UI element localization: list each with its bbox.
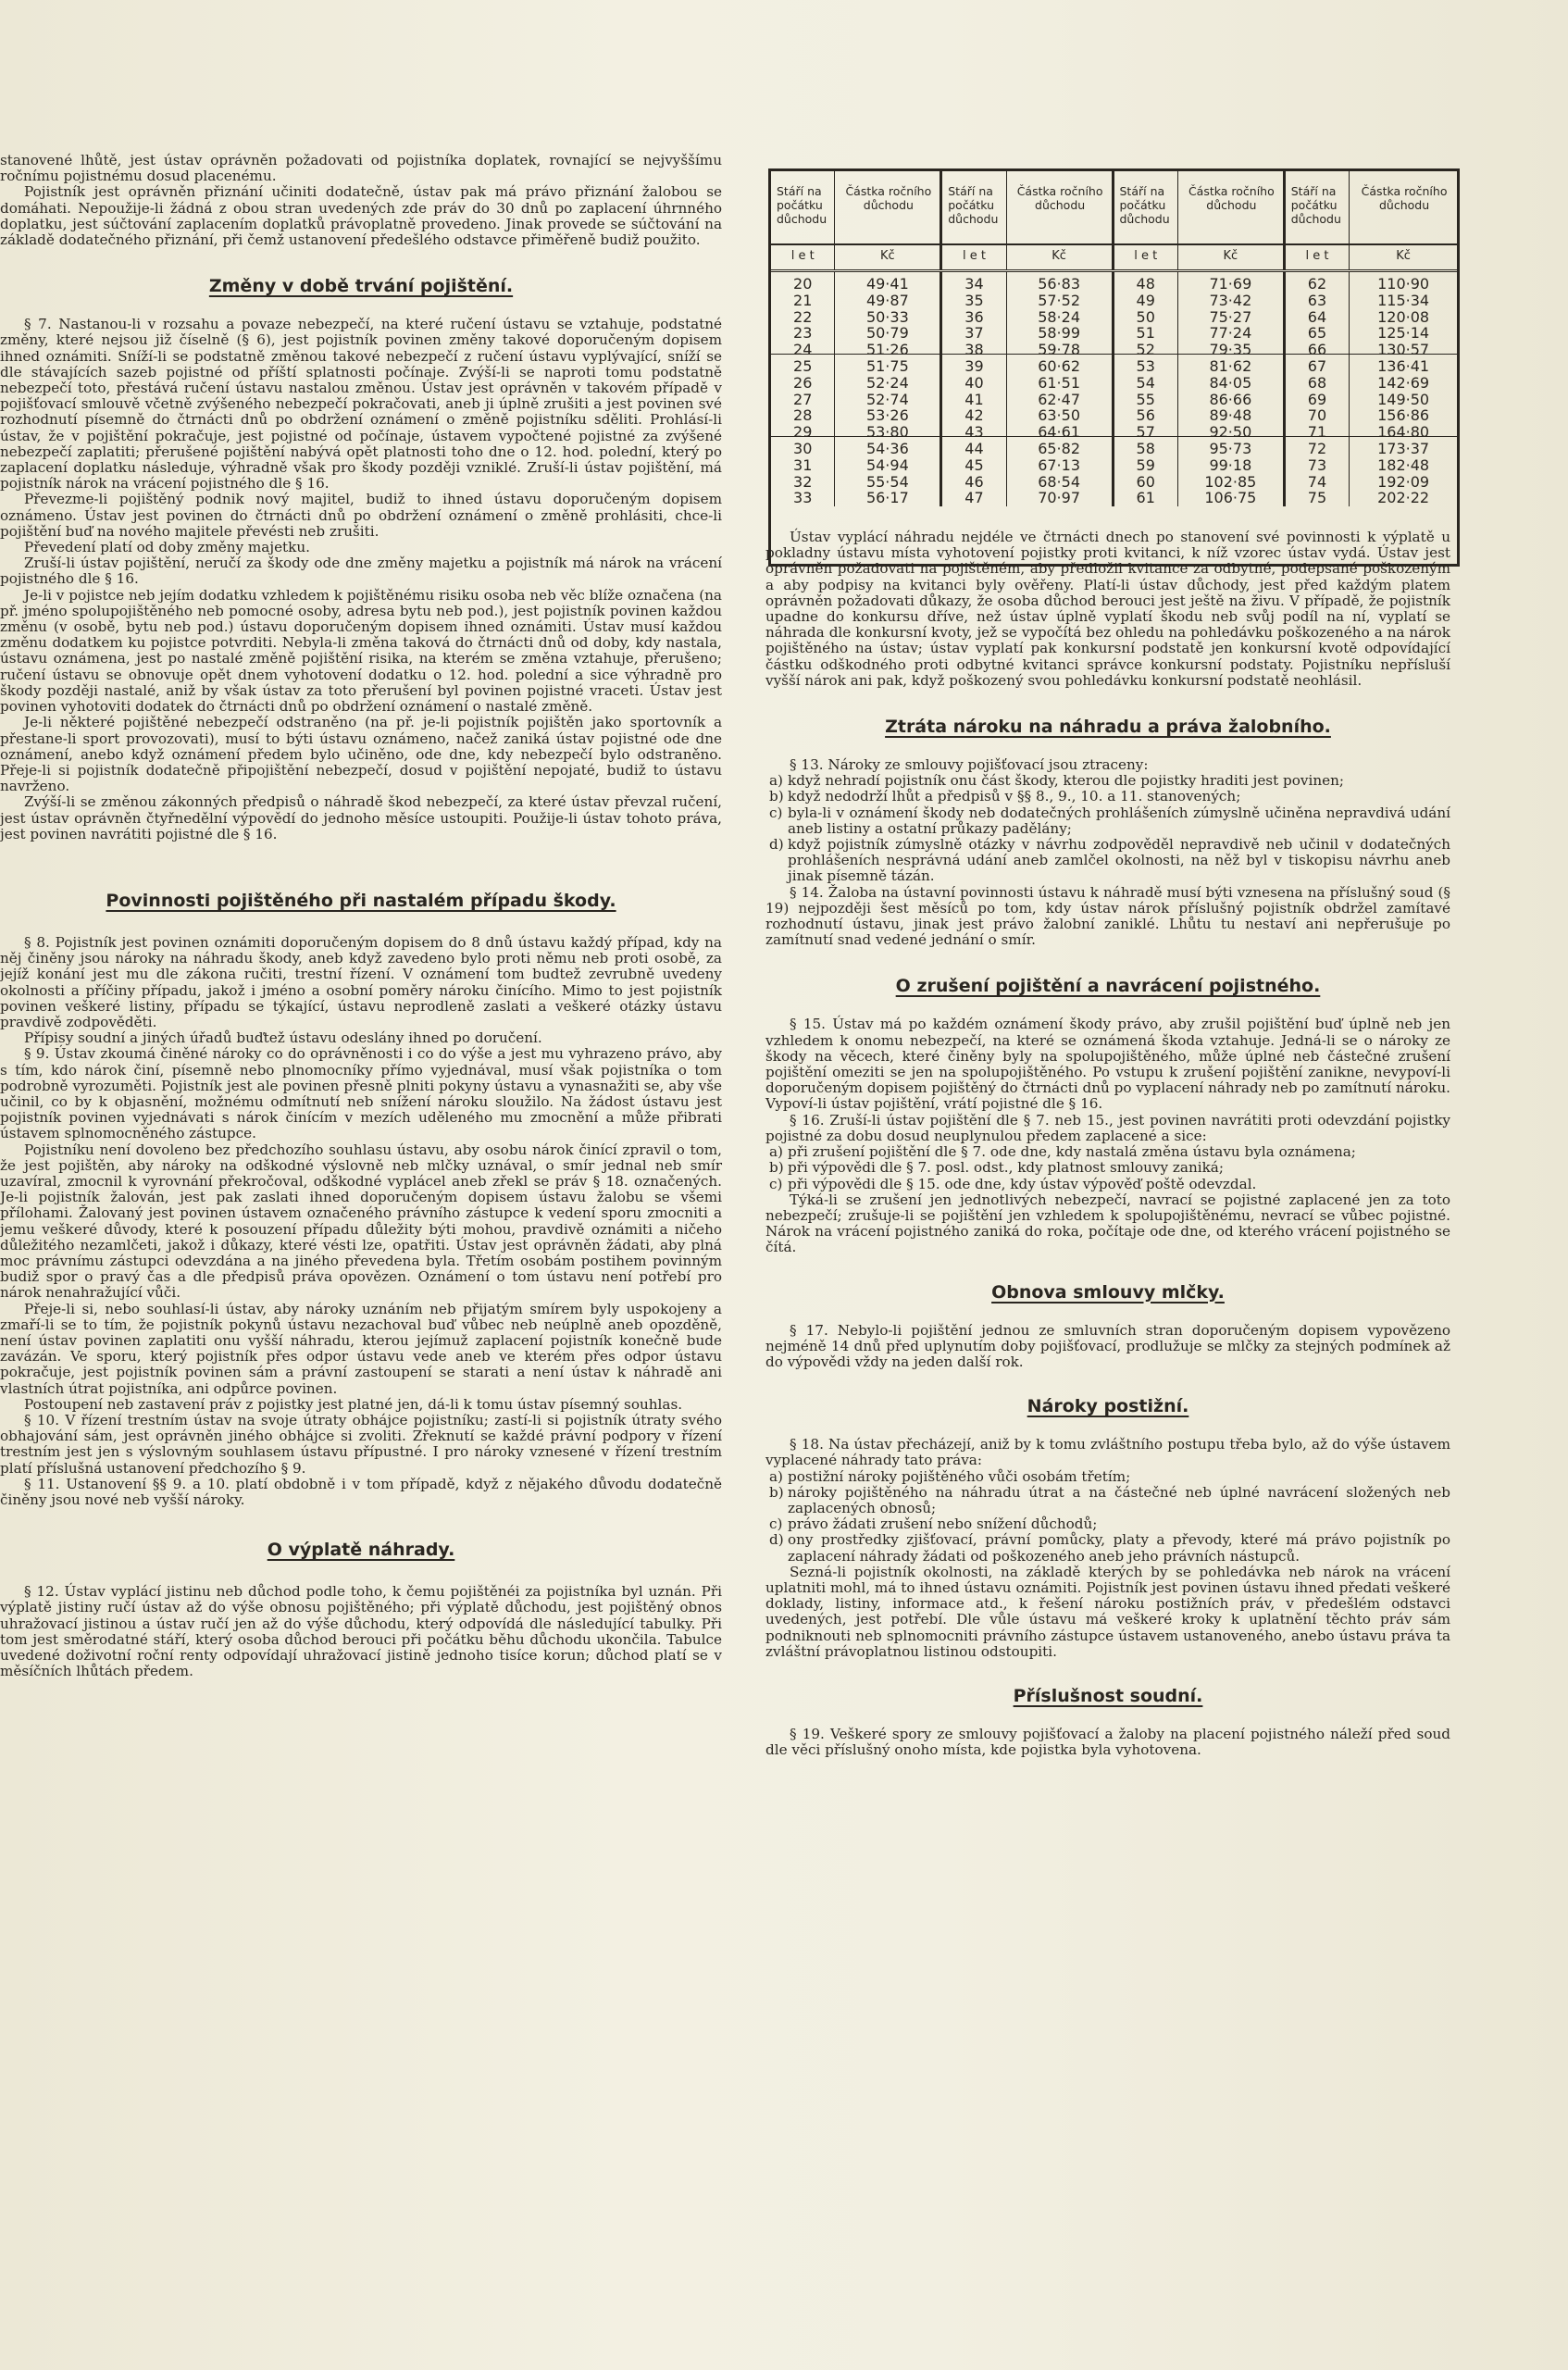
item-label: a) bbox=[769, 1143, 783, 1161]
item-text: právo žádati zrušení nebo snížení důchodů; bbox=[788, 1516, 1098, 1533]
age-cell: 62 bbox=[1307, 275, 1327, 293]
amount-cell: 89·48 bbox=[1209, 406, 1252, 425]
amount-column bbox=[1350, 272, 1457, 506]
age-cell: 23 bbox=[793, 324, 813, 343]
age-cell: 42 bbox=[964, 406, 984, 425]
age-cell: 38 bbox=[964, 341, 984, 359]
age-column bbox=[1114, 272, 1178, 506]
paragraph: § 19. Veškeré spory ze smlouvy pojišťovací a žaloby na placení pojistného náleží před soud dle věci příslušný onoho místa, kde pojistka byla vyhotovena. bbox=[765, 1725, 1450, 1759]
age-cell: 54 bbox=[1136, 373, 1155, 392]
table-rule bbox=[771, 436, 1457, 437]
unit-amount: Kč bbox=[835, 245, 942, 269]
age-cell: 46 bbox=[964, 472, 984, 491]
age-cell: 20 bbox=[793, 275, 813, 293]
age-cell: 24 bbox=[793, 341, 813, 359]
amount-cell: 50·33 bbox=[865, 307, 909, 326]
amount-cell: 192·09 bbox=[1377, 472, 1430, 491]
unit-age: l e t bbox=[942, 245, 1006, 269]
heading-text: Ztráta nároku na náhradu a práva žalobního. bbox=[885, 717, 1331, 738]
amount-cell: 49·41 bbox=[865, 275, 909, 293]
paragraph: Zruší-li ústav pojištění, neručí za škody ode dne změny majetku a pojistník má nárok na vrácení pojistného dle § 16. bbox=[0, 555, 722, 588]
amount-cell: 59·78 bbox=[1038, 341, 1080, 359]
amount-cell: 67·13 bbox=[1038, 455, 1080, 474]
amount-cell: 53·26 bbox=[865, 406, 909, 425]
table-body bbox=[771, 272, 1457, 506]
amount-cell: 110·90 bbox=[1377, 275, 1430, 293]
paragraph: § 7. Nastanou-li v rozsahu a povaze nebezpečí, na které ručení ústavu se vztahuje, podstatné změny, které nejsou již číselně (§ 6), jest pojistník povinen změny takové doporučeným dopisem ihned oznámiti. Sníží-li se podstatně změnou takové nebezpečí z ručení ústavu vyplývající, sníží se dle stávajících sazeb pojistné od příští splatnosti počínaje. Zvýší-li se naproti tomu podstatně nebezpečí toto, přestává ručení ústavu nastalou změnou. Ústav jest oprávněn v takovém případě v pojišťovací smlouvě včetně zvýšeného nebezpečí pokračovati, aneb ji úplně zrušiti a jest povinen své rozhodnutí písemně do čtrnácti dnů po obdržení oznámení o změně pojistníku sděliti. Prohlásí-li ústav, že v pojištění pokračuje, jest pojistné od počínaje, ústavem vypočtené pojistné za zvýšené nebezpečí zaplatiti; přerušené pojištění nabývá opět platnosti toho dne o 12. hod. polední, který po zaplacení doplatku následuje, výhradně však pro škody později vzniklé. Zruší-li ústav pojištění, má pojistník nárok na vrácení pojistného dle § 16. bbox=[0, 316, 722, 493]
paragraph: § 18. Na ústav přecházejí, aniž by k tomu zvláštního postupu třeba bylo, až do výše ústavem vyplacené náhrady tato práva: bbox=[765, 1436, 1450, 1469]
item-text: byla-li v oznámení škody neb dodatečných prohlášeních zúmyslně učiněna nepravdivá udání aneb listiny a ostatní průkazy padělány; bbox=[788, 804, 1450, 837]
paragraph: stanovené lhůtě, jest ústav oprávněn požadovati od pojistníka doplatek, rovnající se nejvyššímu ročnímu pojistnému dosud placenému. bbox=[0, 152, 722, 185]
paragraph: § 8. Pojistník jest povinen oznámiti doporučeným dopisem do 8 dnů ústavu každý případ, kdy na něj činěny jsou nároky na náhradu škody, aneb když zavedeno bylo proti němu neb proti osobě, za jejíž konání jest mu dle zákona ručiti, trestní řízení. V oznámení tom budtež zevrubně uvedeny okolnosti a příčiny případu, jakož i jméno a osobní poměry nároku činícího. Mimo to jest pojistník povinen veškeré listiny, případu se týkající, ústavu neprodleně zaslati a veškeré otázky ústavu pravdivě zodpověděti. bbox=[0, 933, 722, 1030]
amount-cell: 54·36 bbox=[865, 439, 909, 457]
amount-column bbox=[1178, 272, 1286, 506]
item-text: ony prostředky zjišťovací, právní pomůcky, platy a převody, které má právo pojistník po zaplacení náhrady žádati od poškozeného aneb jeho právních nástupců. bbox=[788, 1531, 1450, 1565]
amount-cell: 65·82 bbox=[1038, 439, 1080, 457]
list-item bbox=[765, 789, 1450, 805]
unit-amount: Kč bbox=[1396, 249, 1411, 263]
amount-cell: 62·47 bbox=[1038, 390, 1080, 408]
unit-age: l e t bbox=[1114, 245, 1178, 269]
amount-cell: 64·61 bbox=[1038, 423, 1080, 442]
paragraph: Ústav vyplácí náhradu nejdéle ve čtrnácti dnech po stanovení své povinnosti k výplatě u pokladny ústavu místa vyhotovení pojistky proti kvitanci, k níž vzorec ústav vydá. Ústav jest oprávněn požadovati na pojištěném, aby předložil kvitance za odbytné, podepsané poškozeným a aby podpisy na kvitanci byly ověřeny. Platí-li ústav důchody, jest před každým platem oprávněn požadovati důkazy, že osoba důchod berouci jest ještě na živu. V případě, že pojistník upadne do konkursu dříve, než ústav úplně vyplatí škodu neb svůj podíl na ní, vyplatí se náhrada dle konkursní kvoty, jež se vypočítá bez ohledu na pohledávku poškozeného a na nárok pojištěného na ústav; ústav vyplatí pak konkursní podstatě jen konkursní kvotě odpovídající částku odškodného proti odbytné kvitanci správce konkursní podstaty. Pojistníku nepřísluší vyšší nárok ani pak, když poškozený svou pohledávku konkursní podstatě neohlásil. bbox=[765, 529, 1450, 689]
age-cell: 47 bbox=[964, 489, 984, 507]
age-cell: 61 bbox=[1136, 489, 1155, 507]
amount-cell: 51·26 bbox=[865, 341, 909, 359]
amount-cell: 60·62 bbox=[1038, 356, 1080, 375]
amount-cell: 71·69 bbox=[1209, 275, 1252, 293]
amount-cell: 52·24 bbox=[865, 373, 909, 392]
header-age: Stáří na počátku důchodu bbox=[1286, 171, 1350, 243]
age-cell: 21 bbox=[793, 291, 813, 309]
age-cell: 37 bbox=[964, 324, 984, 343]
list-item bbox=[765, 1516, 1450, 1532]
paragraph: Pojistník jest oprávněn přiznání učiniti dodatečně, ústav pak má právo přiznání žalobou se domáhati. Nepoužije-li žádná z obou stran uvedených zde práv do 30 dnů po zaplacení úhrnného doplatku, jest súčtování zaplacením doplatků právoplatně provedeno. Jinak provede se súčtování na základě dodatečného přiznání, při čemž ustanovení předešlého odstavce přiměřeně budiž použito. bbox=[0, 183, 722, 249]
amount-cell: 56·83 bbox=[1038, 275, 1080, 293]
amount-cell: 68·54 bbox=[1038, 472, 1080, 491]
heading-text: Povinnosti pojištěného při nastalém případu škody. bbox=[106, 890, 616, 911]
age-cell: 30 bbox=[793, 439, 813, 457]
amount-cell: 79·35 bbox=[1209, 341, 1252, 359]
unit-age: l e t bbox=[1286, 245, 1350, 269]
age-cell: 32 bbox=[793, 472, 813, 491]
paragraph: Týká-li se zrušení jen jednotlivých nebezpečí, navrací se pojistné zaplacené jen za toto nebezpečí; zrušuje-li se pojištění jen vzhledem k spolupojištěnému, nevrací se vůbec pojistné. Nárok na vrácení pojistného zaniká do roka, počítaje ode dne, od kterého vrácení pojistného se čítá. bbox=[765, 1191, 1450, 1256]
amount-cell: 58·24 bbox=[1038, 307, 1080, 326]
age-cell: 74 bbox=[1307, 472, 1327, 491]
amount-cell: 156·86 bbox=[1377, 406, 1430, 425]
age-cell: 68 bbox=[1307, 373, 1327, 392]
amount-cell: 52·74 bbox=[865, 390, 909, 408]
age-cell: 58 bbox=[1136, 439, 1155, 457]
list-item bbox=[765, 1160, 1450, 1176]
age-cell: 50 bbox=[1136, 307, 1155, 326]
amount-cell: 92·50 bbox=[1209, 423, 1252, 442]
list-item bbox=[765, 837, 1450, 885]
item-label: d) bbox=[769, 1531, 784, 1549]
amount-cell: 106·75 bbox=[1204, 489, 1257, 507]
unit-amount: Kč bbox=[1178, 245, 1286, 269]
paragraph: Pojistníku není dovoleno bez předchozího souhlasu ústavu, aby osobu nárok činící zpravil o tom, že jest pojištěn, aby nároky na odškodné výslovně neb mlčky uznával, o smír jednal neb smír uzavíral, zmocnil k vyrovnání překročoval, odškodné vyplácel aneb zřekl se práv § 18. označených. Je-li pojistník žalován, jest pak zaslati ihned doporučeným dopisem ústavu žalobu se všemi přílohami. Žalovaný jest povinen ústavem označeného právního zástupce k vedení sporu zmocniti a jemu veškeré důvody, které k posouzení případu důležity býti mohou, pravdivě oznámiti a ničeho důležitého nezamlčeti, jakož i důkazy, které vésti lze, opatřiti. Ústav jest oprávněn žádati, aby plná moc právnímu zástupci odevzdána a na jiného převedena byla. Třetím osobám postihem povinným budiž spor o pravý čas a dle předpisů práva opovězen. Oznámení o tom ústavu není potřebí pro nárok nenahražující vůči. bbox=[0, 1141, 722, 1302]
amount-cell: 182·48 bbox=[1377, 455, 1430, 474]
amount-cell: 102·85 bbox=[1204, 472, 1257, 491]
age-cell: 66 bbox=[1307, 341, 1327, 359]
age-column bbox=[771, 272, 835, 506]
amount-cell: 173·37 bbox=[1377, 439, 1430, 457]
amount-cell: 50·79 bbox=[865, 324, 909, 343]
amount-cell: 81·62 bbox=[1209, 356, 1252, 375]
age-cell: 73 bbox=[1307, 455, 1327, 474]
paragraph: § 12. Ústav vyplácí jistinu neb důchod podle toho, k čemu pojištěnéi za pojistníka byl uznán. Při výplatě jistiny ručí ústav až do výše obnosu pojištěného; při výplatě důchodu, jest pojištěný obnos uhražovací jistinou a ústav ručí jen až do výše důchodu, který odpovídá dle následující tabulky. Při tom jest směrodatné stáří, který osoba důchod berouci při počátku běhu důchodu ukončila. Tabulce uvedené doživotní roční renty odpovídají uhražovací jistině jednoho tisíce korun; důchod platí se v měsíčních lhůtách předem. bbox=[0, 1583, 722, 1680]
amount-cell: 49·87 bbox=[865, 291, 909, 309]
age-cell: 28 bbox=[793, 406, 813, 425]
section-heading-renew bbox=[765, 1282, 1450, 1303]
list-item bbox=[765, 1144, 1450, 1160]
item-text: nároky pojištěného na náhradu útrat a na částečné neb úplné navrácení složených neb zaplacených obnosů; bbox=[788, 1483, 1450, 1516]
item-label: a) bbox=[769, 772, 783, 790]
paragraph: Převedení platí od doby změny majetku. bbox=[24, 539, 310, 556]
right-column bbox=[765, 530, 1450, 1758]
item-label: b) bbox=[769, 788, 784, 805]
age-cell: 67 bbox=[1307, 356, 1327, 375]
item-label: b) bbox=[769, 1483, 784, 1501]
age-cell: 29 bbox=[793, 423, 813, 442]
left-column bbox=[0, 153, 722, 1679]
age-column bbox=[942, 272, 1006, 506]
list-item bbox=[765, 1485, 1450, 1516]
paragraph: Je-li některé pojištěné nebezpečí odstraněno (na př. je-li pojistník pojištěn jako sportovník a přestane-li sport provozovati), musí to býti ústavu oznámeno, načež zaniká ústav pojistné ode dne oznámení, anebo když oznámení předem bylo učiněno, ode dne, kdy nebezpečí bylo odstraněno. Přeje-li si pojistník dodatečně připojištění nebezpečí, dosud v pojištění nepojaté, budiž to ústavu navrženo. bbox=[0, 714, 722, 795]
age-cell: 57 bbox=[1136, 423, 1155, 442]
item-text: při výpovědi dle § 7. posl. odst., kdy platnost smlouvy zaniká; bbox=[788, 1159, 1224, 1177]
header-amount: Částka ročního důchodu bbox=[1178, 171, 1286, 243]
paragraph: § 14. Žaloba na ústavní povinnosti ústavu k náhradě musí býti vznesena na příslušný soud (§ 19) nejpozději šest měsíců po tom, kdy ústav nárok příslušný pojistník obdržel zamítavé rozhodnutí ústavu, jinak jest právo žalobní zaniklé. Lhůtu tu nestaví ani nepřerušuje po zamítnutí snad vedené jednání o smír. bbox=[765, 883, 1450, 949]
amount-cell: 202·22 bbox=[1377, 489, 1430, 507]
age-cell: 53 bbox=[1136, 356, 1155, 375]
item-text: při výpovědi dle § 15. ode dne, kdy ústav výpověď poště odevzdal. bbox=[788, 1175, 1257, 1192]
amount-cell: 86·66 bbox=[1209, 390, 1252, 408]
heading-text: Změny v době trvání pojištění. bbox=[208, 276, 514, 297]
heading-text: O výplatě náhrady. bbox=[267, 1540, 455, 1561]
amount-column bbox=[835, 272, 942, 506]
amount-cell: 149·50 bbox=[1377, 390, 1430, 408]
header-amount: Částka ročního důchodu bbox=[1007, 171, 1114, 243]
paragraph: § 17. Nebylo-li pojištění jednou ze smluvních stran doporučeným dopisem vypovězeno nejméně 14 dnů před uplynutím doby pojišťovací, prodlužuje se mlčky za stejných podmínek až do výpovědi vždy na jeden další rok. bbox=[765, 1321, 1450, 1370]
age-cell: 64 bbox=[1307, 307, 1327, 326]
item-text: při zrušení pojištění dle § 7. ode dne, kdy nastalá změna ústavu byla oznámena; bbox=[788, 1143, 1356, 1161]
amount-cell: 125·14 bbox=[1377, 324, 1430, 343]
age-cell: 44 bbox=[964, 439, 984, 457]
list-item bbox=[765, 1177, 1450, 1192]
table-rule bbox=[771, 354, 1457, 355]
amount-column bbox=[1007, 272, 1114, 506]
header-amount: Částka ročního důchodu bbox=[835, 171, 942, 243]
table-header-row bbox=[771, 171, 1457, 245]
heading-text: Obnova smlouvy mlčky. bbox=[991, 1281, 1225, 1303]
amount-cell: 55·54 bbox=[865, 472, 909, 491]
heading-text: O zrušení pojištění a navrácení pojistného. bbox=[895, 976, 1321, 997]
amount-cell: 56·17 bbox=[865, 489, 909, 507]
paragraph: § 16. Zruší-li ústav pojištění dle § 7. neb 15., jest povinen navrátiti proti odevzdání pojistky pojistné za dobu dosud neuplynulou předem zaplacené a sice: bbox=[765, 1111, 1450, 1144]
section-heading-loss bbox=[765, 717, 1450, 737]
amount-cell: 58·99 bbox=[1038, 324, 1080, 343]
paragraph: Zvýší-li se změnou zákonných předpisů o náhradě škod nebezpečí, za které ústav převzal ručení, jest ústav oprávněn čtyřnedělní výpovědí do jednoho měsíce ustoupiti. Použije-li ústav tohoto práva, jest povinen navrátiti pojistné dle § 16. bbox=[0, 793, 722, 842]
item-text: když pojistník zúmyslně otázky v návrhu zodpověděl nepravdivě neb učinil v dodatečných prohlášeních nesprávná udání aneb zamlčel okolnosti, na něž byl v tiskopisu návrhu aneb jinak písemně tázán. bbox=[788, 836, 1450, 885]
age-cell: 36 bbox=[964, 307, 984, 326]
age-cell: 71 bbox=[1307, 423, 1327, 442]
annuity-table bbox=[768, 168, 1460, 567]
unit-amount: Kč bbox=[1007, 245, 1114, 269]
paragraph: § 13. Nároky ze smlouvy pojišťovací jsou ztraceny: bbox=[790, 756, 1149, 774]
age-cell: 25 bbox=[793, 356, 813, 375]
paragraph: § 10. V řízení trestním ústav na svoje útraty obhájce pojistníku; zastí-li si pojistník útraty svého obhajování sám, jest oprávněn jiného obhájce si zvoliti. Zřeknutí se každé právní podpory v řízení trestním jest jen s výslovným souhlasem ústavu přípustné. I pro nároky vznesené v řízení trestním platí příslušná ustanovení předchozího § 9. bbox=[0, 1412, 722, 1477]
age-cell: 59 bbox=[1136, 455, 1155, 474]
age-cell: 26 bbox=[793, 373, 813, 392]
section-heading-duties bbox=[0, 891, 722, 911]
paragraph: § 15. Ústav má po každém oznámení škody právo, aby zrušil pojištění buď úplně neb jen vzhledem k onomu nebezpečí, na které se oznámená škoda vztahuje. Jedná-li se o nároky ze škody na věcech, které činěny byly na spolupojištěného, může úplné neb částečné zrušení pojištění omeziti se jen na spolupojištěného. Po vstupu k zrušení pojištění zanikne, nevypoví-li doporučeným dopisem pojištěný do čtrnácti dnů po vyplacení náhrady neb po zamítnutí nároku. Vypoví-li ústav pojištění, vrátí pojistné dle § 16. bbox=[765, 1016, 1450, 1113]
age-cell: 65 bbox=[1307, 324, 1327, 343]
section-heading-court bbox=[765, 1686, 1450, 1706]
paragraph: Přeje-li si, nebo souhlasí-li ústav, aby nároky uznáním neb přijatým smírem byly uspokojeny a zmaří-li se to tím, že pojistník pokynů ústavu nezachoval buď vůbec neb neúplně aneb opozděně, není ústav povinen zaplatiti onu vyšší náhradu, kterou jejímuž zaplacení pojistník konečně bude zavázán. Ve sporu, který pojistník přes odpor ústavu vede aneb ve kterém přes odpor ústavu pokračuje, jest pojistník povinen sám a právní zastoupení se starati a není ústav k náhradě ani vlastních útrat pojistníka, ani odpůrce povinen. bbox=[0, 1300, 722, 1397]
item-text: když nedodrží lhůt a předpisů v §§ 8., 9., 10. a 11. stanovených; bbox=[788, 788, 1241, 805]
age-cell: 45 bbox=[964, 455, 984, 474]
amount-cell: 73·42 bbox=[1209, 291, 1252, 309]
unit-age: l e t bbox=[771, 245, 835, 269]
amount-cell: 99·18 bbox=[1209, 455, 1252, 474]
age-column bbox=[1286, 272, 1350, 506]
age-cell: 31 bbox=[793, 455, 813, 474]
age-cell: 49 bbox=[1136, 291, 1155, 309]
age-cell: 75 bbox=[1307, 489, 1327, 507]
item-label: c) bbox=[769, 1175, 783, 1192]
age-cell: 27 bbox=[793, 390, 813, 408]
paragraph: Postoupení neb zastavení práv z pojistky jest platné jen, dá-li k tomu ústav písemný souhlas. bbox=[24, 1395, 683, 1413]
list-item bbox=[765, 805, 1450, 837]
age-cell: 72 bbox=[1307, 439, 1327, 457]
list-item bbox=[765, 1469, 1450, 1485]
amount-cell: 51·75 bbox=[865, 356, 909, 375]
item-label: b) bbox=[769, 1159, 784, 1177]
amount-cell: 63·50 bbox=[1038, 406, 1080, 425]
section-heading-cancel bbox=[765, 976, 1450, 996]
header-amount: Částka ročního důchodu bbox=[1361, 184, 1448, 212]
age-cell: 55 bbox=[1136, 390, 1155, 408]
amount-cell: 77·24 bbox=[1209, 324, 1252, 343]
age-cell: 43 bbox=[964, 423, 984, 442]
age-cell: 39 bbox=[964, 356, 984, 375]
heading-text: Nároky postižní. bbox=[1027, 1396, 1189, 1417]
age-cell: 40 bbox=[964, 373, 984, 392]
header-age: Stáří na počátku důchodu bbox=[771, 171, 835, 243]
item-label: d) bbox=[769, 836, 784, 854]
age-cell: 56 bbox=[1136, 406, 1155, 425]
amount-cell: 70·97 bbox=[1038, 489, 1080, 507]
age-cell: 41 bbox=[964, 390, 984, 408]
amount-cell: 164·80 bbox=[1377, 423, 1430, 442]
item-label: a) bbox=[769, 1467, 783, 1485]
paragraph: Přípisy soudní a jiných úřadů buďtež ústavu odeslány ihned po doručení. bbox=[24, 1029, 542, 1047]
item-text: když nehradí pojistník onu část škody, kterou dle pojistky hraditi jest povinen; bbox=[788, 772, 1345, 790]
section-heading-recourse bbox=[765, 1396, 1450, 1416]
age-cell: 63 bbox=[1307, 291, 1327, 309]
amount-cell: 61·51 bbox=[1038, 373, 1080, 392]
header-age: Stáří na počátku důchodu bbox=[1114, 171, 1178, 243]
amount-cell: 75·27 bbox=[1209, 307, 1252, 326]
amount-cell: 142·69 bbox=[1377, 373, 1430, 392]
amount-cell: 130·57 bbox=[1377, 341, 1430, 359]
section-heading-changes bbox=[0, 276, 722, 296]
item-label: c) bbox=[769, 804, 783, 821]
age-cell: 51 bbox=[1136, 324, 1155, 343]
amount-cell: 84·05 bbox=[1209, 373, 1252, 392]
list-item bbox=[765, 773, 1450, 789]
age-cell: 22 bbox=[793, 307, 813, 326]
age-cell: 35 bbox=[964, 291, 984, 309]
paragraph: Sezná-li pojistník okolnosti, na základě kterých by se pohledávka neb nárok na vrácení uplatniti mohl, má to ihned ústavu oznámiti. Pojistník jest povinen ústavu ihned předati veškeré doklady, listiny, informace atd., k řešení nároku postižních práv, v předešlém odstavci uvedených, jest potřebí. Dle vůle ústavu má veškeré kroky k uplatnění těchto práv sám podniknouti neb splnomocniti právního zástupce ústavem ustanoveného, anebo ústavu práva ta zvláštní právoplatnou listinou odstoupiti. bbox=[765, 1563, 1450, 1660]
table-unit-row bbox=[771, 245, 1457, 272]
amount-cell: 57·52 bbox=[1038, 291, 1080, 309]
age-cell: 69 bbox=[1307, 390, 1327, 408]
age-cell: 34 bbox=[964, 275, 984, 293]
section-heading-payment bbox=[0, 1540, 722, 1560]
age-cell: 60 bbox=[1136, 472, 1155, 491]
amount-cell: 120·08 bbox=[1377, 307, 1430, 326]
paragraph: Je-li v pojistce neb jejím dodatku vzhledem k pojištěnému risiku osoba neb věc blíže označena (na př. jméno spolupojištěného neb pomocné osoby, adresa bytu neb pod.), jest pojistník povinen každou změnu (v osobě, bytu neb pod.) ústavu doporučeným dopisem ihned oznámiti. Ústav musí každou změnu dodatkem ku pojistce potvrditi. Nebyla-li změna taková do čtrnácti dnů od doby, kdy nastala, ústavu oznámena, jest po nastalé změně pojištění risika, na kterém se změna vztahuje, přerušeno; ručení ústavu se obnovuje opět dnem vyhotovení dodatku o 12. hod. polední a sice výhradně pro škody později nastalé, aniž by však ústav za toto přerušení byl povinen pojistné vraceti. Ústav jest povinen vyhotoviti dodatek do čtrnácti dnů po obdržení oznámení o nastalé změně. bbox=[0, 586, 722, 716]
item-label: c) bbox=[769, 1516, 783, 1533]
amount-cell: 136·41 bbox=[1377, 356, 1430, 375]
age-cell: 70 bbox=[1307, 406, 1327, 425]
amount-cell: 115·34 bbox=[1377, 291, 1430, 309]
age-cell: 33 bbox=[793, 489, 813, 507]
amount-cell: 95·73 bbox=[1209, 439, 1252, 457]
header-age: Stáří na počátku důchodu bbox=[942, 171, 1006, 243]
age-cell: 48 bbox=[1136, 275, 1155, 293]
heading-text: Příslušnost soudní. bbox=[1013, 1685, 1203, 1706]
paragraph: Převezme-li pojištěný podnik nový majitel, budiž to ihned ústavu doporučeným dopisem oznámeno. Ústav jest povinen do čtrnácti dnů po obdržení oznámení o změně prohlásiti, chce-li pojištění buď na nového majitele převésti neb zrušiti. bbox=[0, 491, 722, 540]
age-cell: 52 bbox=[1136, 341, 1155, 359]
item-text: postižní nároky pojištěného vůči osobám třetím; bbox=[788, 1467, 1131, 1485]
list-item bbox=[765, 1532, 1450, 1564]
amount-cell: 53·80 bbox=[865, 423, 909, 442]
paragraph: § 11. Ustanovení §§ 9. a 10. platí obdobně i v tom případě, když z nějakého důvodu dodatečně činěny jsou nové neb vyšší nároky. bbox=[0, 1475, 722, 1509]
amount-cell: 54·94 bbox=[865, 455, 909, 474]
paragraph: § 9. Ústav zkoumá činěné nároky co do oprávněnosti i co do výše a jest mu vyhrazeno právo, aby s tím, kdo nárok činí, písemně nebo plnomocníky přímo vyjednával, musí však pojistníka o tom podrobně vyrozuměti. Pojistník jest ale povinen přesně plniti pokyny ústavu a vynasnažiti se, aby vše učinil, co by k objasnění, možnému odmítnutí neb snížení nároku sloužilo. Na žádost ústavu jest pojistník povinen vyjednávati s nárok činícím v mezích uděleného mu zmocnění a může přibrati ústavem splnomocněného zástupce. bbox=[0, 1045, 722, 1142]
